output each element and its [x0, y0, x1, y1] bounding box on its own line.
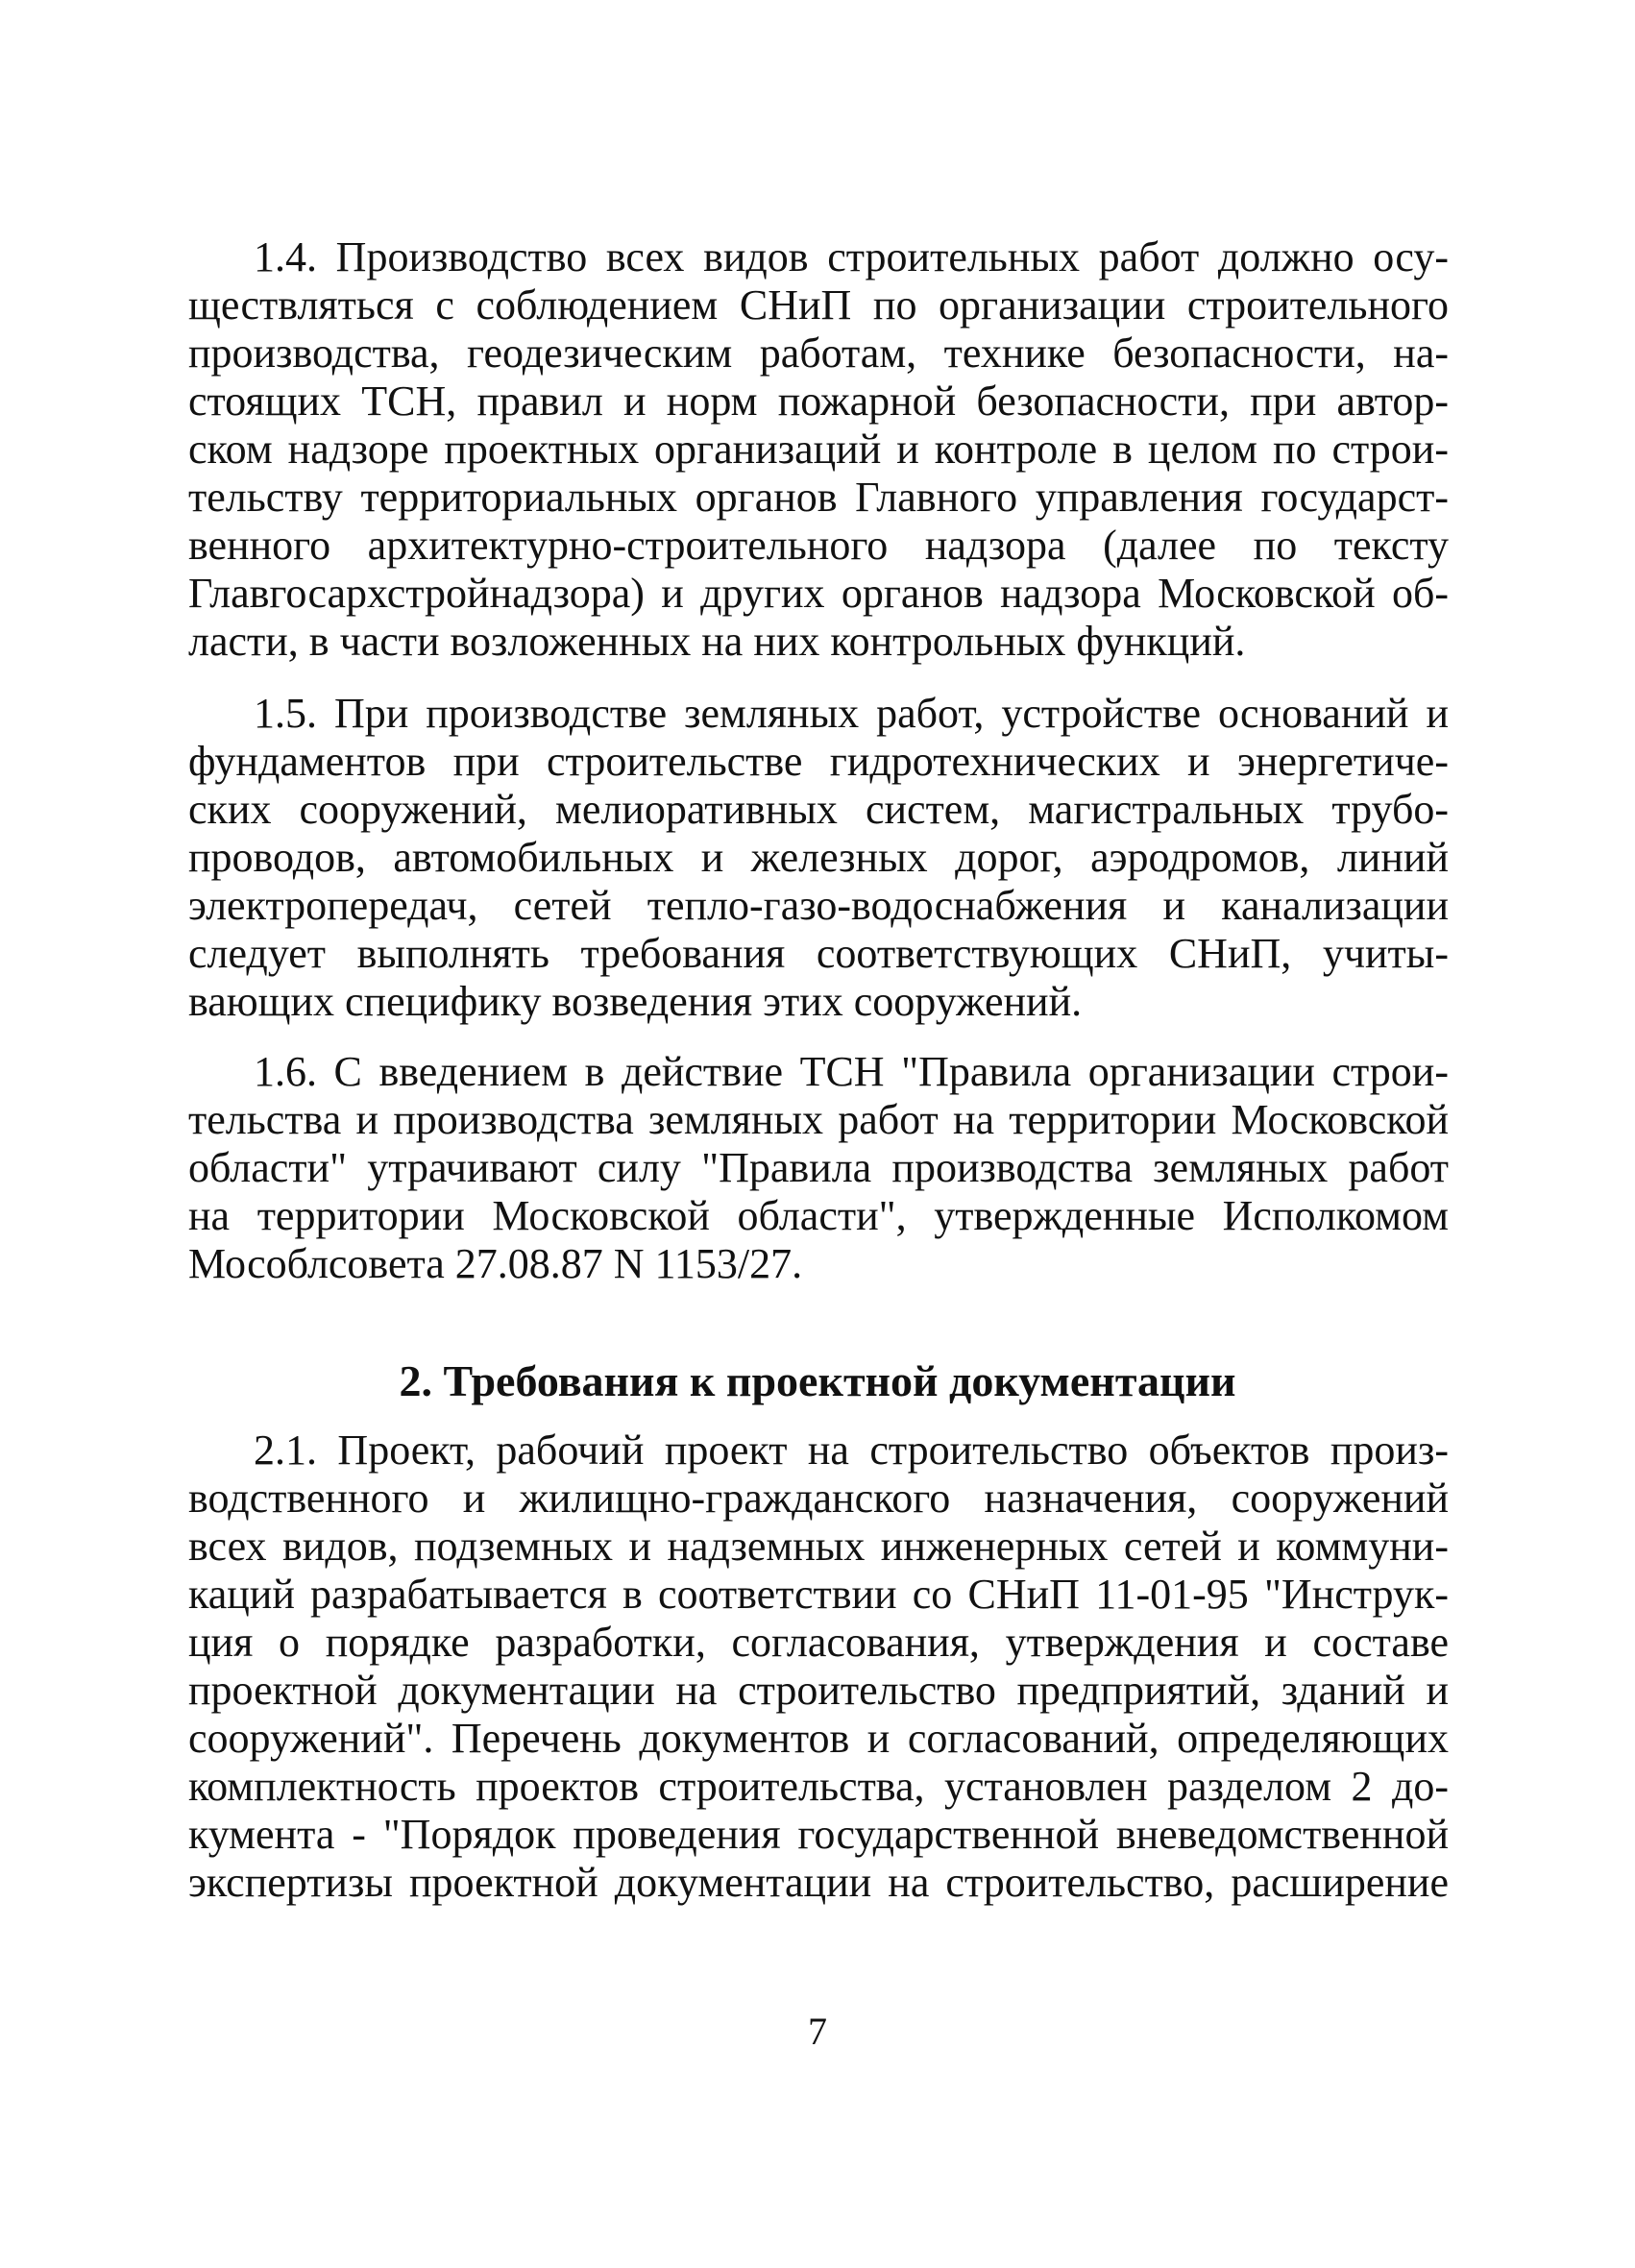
text-line: кумента - "Порядок проведения государственной вневедомственной — [188, 1811, 1449, 1858]
text-line: сооружений". Перечень документов и согласований, определяющих — [188, 1715, 1449, 1762]
text-line: комплектность проектов строительства, установлен разделом 2 до- — [188, 1763, 1449, 1810]
text-line: проводов, автомобильных и железных дорог, аэродромов, линий — [188, 834, 1449, 881]
text-line: тельству территориальных органов Главного управления государст- — [188, 474, 1449, 521]
text-line: венного архитектурно-строительного надзора (далее по тексту — [188, 522, 1449, 569]
paragraph-1-5 — [188, 690, 1449, 1026]
text-line: ция о порядке разработки, согласования, утверждения и составе — [188, 1619, 1449, 1666]
paragraph-1-4 — [188, 233, 1449, 666]
text-line: следует выполнять требования соответствующих СНиП, учиты- — [188, 930, 1449, 977]
text-line: проектной документации на строительство предприятий, зданий и — [188, 1667, 1449, 1714]
text-line: ском надзоре проектных организаций и контроле в целом по строи- — [188, 426, 1449, 473]
text-line: водственного и жилищно-гражданского назначения, сооружений — [188, 1475, 1449, 1522]
text-line: области" утрачивают силу "Правила производства земляных работ — [188, 1144, 1449, 1191]
text-line: вающих специфику возведения этих сооружений. — [188, 978, 1083, 1025]
text-line: экспертизы проектной документации на строительство, расширение — [188, 1859, 1449, 1906]
text-line: ществляться с соблюдением СНиП по организации строительного — [188, 281, 1449, 329]
text-line: 1.6. С введением в действие ТСН "Правила организации строи- — [254, 1048, 1449, 1095]
text-line: на территории Московской области", утвержденные Исполкомом — [188, 1192, 1449, 1239]
text-line: 1.4. Производство всех видов строительных работ должно осу- — [254, 233, 1449, 280]
section-heading: 2. Требования к проектной документации — [399, 1356, 1236, 1405]
paragraph-1-6 — [188, 1048, 1449, 1288]
text-line: тельства и производства земляных работ на территории Московской — [188, 1096, 1449, 1143]
paragraph-2-1 — [188, 1427, 1449, 1907]
text-line: всех видов, подземных и надземных инженерных сетей и коммуни- — [188, 1523, 1449, 1570]
text-line: 1.5. При производстве земляных работ, устройстве оснований и — [254, 690, 1449, 737]
text-line: производства, геодезическим работам, технике безопасности, на- — [188, 329, 1449, 377]
page-number: 7 — [808, 2010, 827, 2053]
text-line: Главгосархстройнадзора) и других органов надзора Московской об- — [188, 570, 1449, 617]
text-line: 2.1. Проект, рабочий проект на строительство объектов произ- — [254, 1427, 1449, 1474]
text-line: стоящих ТСН, правил и норм пожарной безопасности, при автор- — [188, 378, 1449, 425]
text-line: ласти, в части возложенных на них контрольных функций. — [188, 618, 1246, 665]
text-line: Мособлсовета 27.08.87 N 1153/27. — [188, 1240, 803, 1287]
text-line: фундаментов при строительстве гидротехнических и энергетиче- — [188, 738, 1449, 785]
text-line: электропередач, сетей тепло-газо-водоснабжения и канализации — [188, 882, 1449, 929]
text-line: каций разрабатывается в соответствии со СНиП 11-01-95 "Инструк- — [188, 1571, 1449, 1618]
text-line: ских сооружений, мелиоративных систем, магистральных трубо- — [188, 786, 1449, 833]
